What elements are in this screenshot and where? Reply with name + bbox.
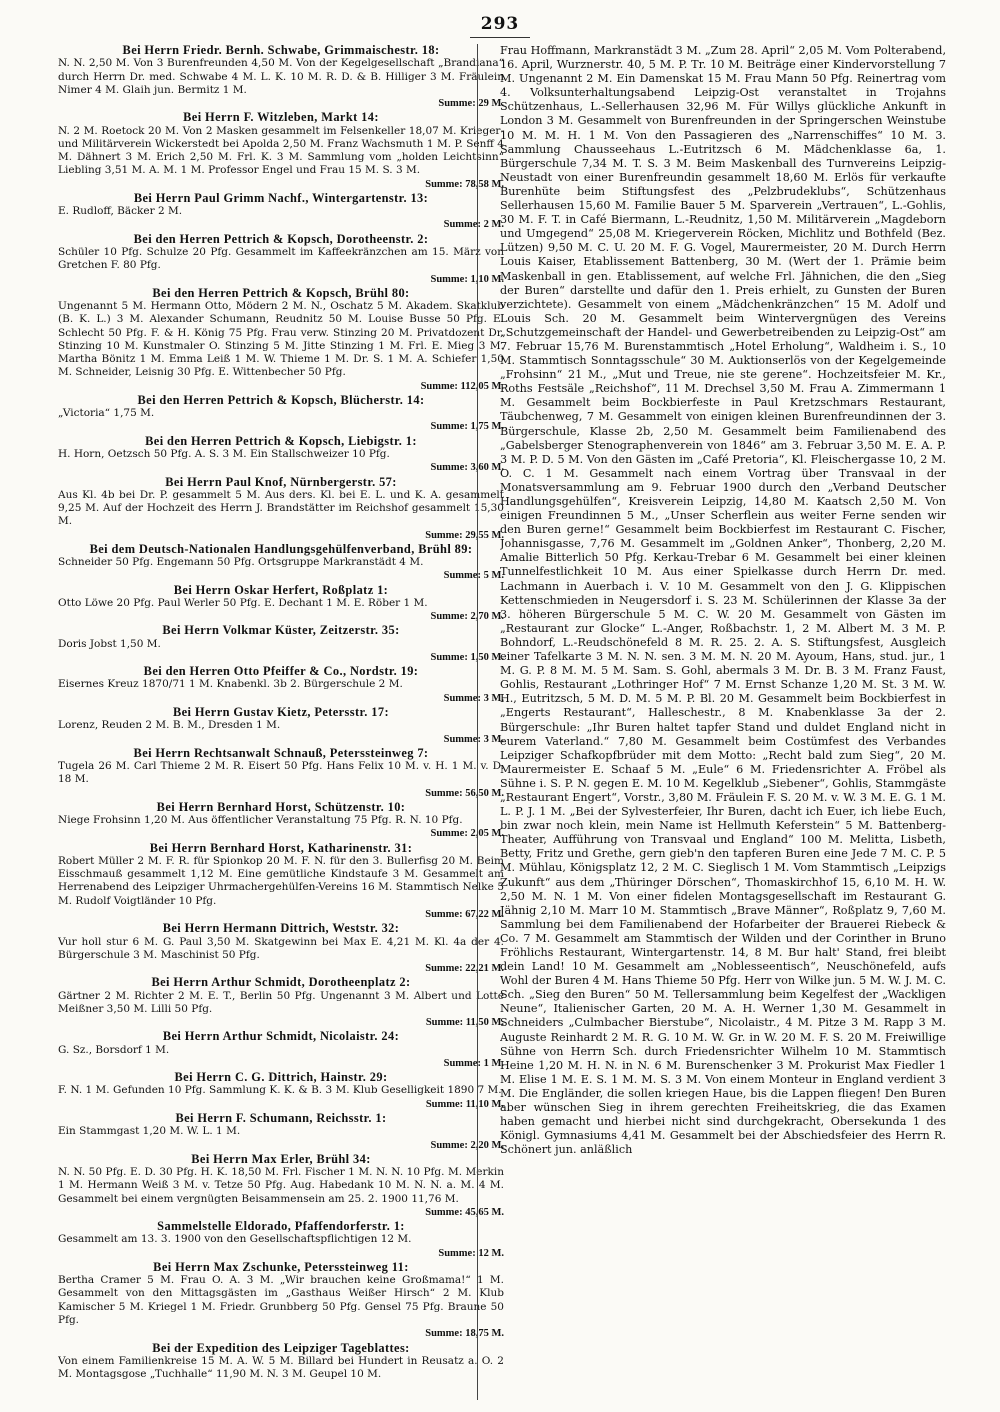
entry-heading: Bei den Herren Pettrich & Kopsch, Liebigstr. 1: [145,433,417,448]
entry-body: E. Rudloff, Bäcker 2 M. [58,205,183,218]
right-column [500,44,946,1400]
entry-total: Summe: 3 M. [443,692,504,704]
donation-entry [58,192,504,232]
entry-body: F. N. 1 M. Gefunden 10 Pfg. Sammlung K. K. & B. 3 M. Klub Geselligkeit 1890 7 M. [58,1084,502,1097]
entry-heading: Bei Herrn Paul Knof, Nürnbergerstr. 57: [165,474,397,489]
entry-heading: Bei Herrn Arthur Schmidt, Nicolaistr. 24: [162,1029,400,1044]
donation-entry [58,44,504,110]
entry-total: Summe: 67,22 M. [425,909,504,920]
entry-heading: Bei Herrn Oskar Herfert, Roßplatz 1: [173,582,389,597]
entry-body: Ungenannt 5 M. Hermann Otto, Mödern 2 M. N., Oschatz 5 M. Akadem. Skatklub (B. K. L.) 3 M. Alexander Schumann, Reudnitz 50 M. Louise Busse 50 Pfg. E. Schlecht 50 Pfg. F. & H. König 75 Pfg. Frau verw. Stinzing 20 M. Privatdozent Dr. Stinzing 10 M. Kunstmaler O. Stinzing 5 M. Jitte Stinzing 1 M. Frl. E. Mieg 3 M. Martha Bönitz 1 M. Emma Leiß 1 M. W. Thieme 1 M. Dr. S. 1 M. A. Schiefer 1,50 M. Schneider, Leisnig 30 Pfg. E. Wittenbecher 50 Pfg. [58,300,504,379]
entry-body: Otto Löwe 20 Pfg. Paul Werler 50 Pfg. E. Dechant 1 M. E. Röber 1 M. [58,596,428,609]
donation-entry [58,543,504,583]
donation-entry [58,1261,504,1341]
donation-entry [58,801,504,841]
donation-entry [58,1112,504,1152]
donation-entry [58,111,504,191]
entry-total: Summe: 1,75 M. [430,421,504,433]
entry-total: Summe: 5 M. [443,570,504,582]
entry-body: N. N. 2,50 M. Von 3 Burenfreunden 4,50 M. Von der Kegelgesellschaft „Brandiana“ durch Herrn Dr. med. Schwabe 4 M. L. K. 10 M. R. D. & B. Hilliger 3 M. Fräulein Nimer 4 M. Glaih jun. Bermitz 1 M. [58,57,504,96]
entry-total: Summe: 18,75 M. [425,1328,504,1340]
donation-entry [58,747,504,800]
donation-entry [58,706,504,746]
entry-heading: Bei der Expedition des Leipziger Tageblattes: [152,1340,410,1355]
donation-entry [58,233,504,286]
entry-heading: Bei Herrn Rechtsanwalt Schnauß, Peterssteinweg 7: [133,745,429,760]
entry-body: Vur holl stur 6 M. G. Paul 3,50 M. Skatgewinn bei Max E. 4,21 M. Kl. 4a der 4. Bürgerschule 3 M. Maschinist 50 Pfg. [58,935,504,961]
donation-entry [58,1071,504,1111]
donation-entry [58,1153,504,1219]
entry-total: Summe: 112,05 M. [420,380,504,392]
entry-heading: Bei den Herren Otto Pfeiffer & Co., Nordstr. 19: [143,664,419,679]
donation-entry [58,287,504,393]
entry-total: Summe: 56,50 M. [425,787,504,799]
entry-body: Bertha Cramer 5 M. Frau O. A. 3 M. „Wir brauchen keine Großmama!“ 1 M. Gesammelt von den Mittagsgästen im „Gasthaus Weißer Hirsch“ 2 M. Klub Kamischer 5 M. Kriegel 1 M. Friedr. Grunbberg 50 Pfg. Gensel 75 Pfg. Braune 50 Pfg. [58,1274,504,1326]
entry-heading: Bei Herrn Gustav Kietz, Petersstr. 17: [172,705,390,720]
entry-heading: Bei Herrn Max Erler, Brühl 34: [191,1151,371,1166]
entry-heading: Bei Herrn C. G. Dittrich, Hainstr. 29: [174,1070,388,1085]
column-divider [477,44,478,1400]
entry-heading: Bei Herrn Hermann Dittrich, Weststr. 32: [162,921,400,936]
entry-total: Summe: 12 M. [438,1247,504,1259]
entry-body: Robert Müller 2 M. F. R. für Spionkop 20 M. F. N. für den 3. Bullerfisg 20 M. Beim Eisschmauß gesammelt 1,12 M. Eine gemütliche Kindstaufe 3 M. Gesammelt am Herrenabend des Leipziger Uhrmachergehülfen-Vereins 16 M. Stammtisch Nelke 5 M. Rudolf Voigtländer 10 Pfg. [58,854,504,907]
entry-total: Summe: 2,70 M. [430,611,504,623]
donation-entry [58,584,504,624]
entry-body: „Victoria“ 1,75 M. [58,407,155,420]
donation-entry [58,624,504,664]
entry-heading: Bei Herrn Bernhard Horst, Schützenstr. 10: [156,799,406,814]
entry-total: Summe: 1,10 M. [430,273,504,285]
entry-body: Schneider 50 Pfg. Engemann 50 Pfg. Ortsgruppe Markranstädt 4 M. [58,556,424,569]
entry-total: Summe: 2,05 M. [430,828,504,840]
entry-heading: Bei Herrn Friedr. Bernh. Schwabe, Grimmaischestr. 18: [122,44,440,57]
entry-body: N. 2 M. Roetock 20 M. Von 2 Masken gesammelt im Felsenkeller 18,07 M. Krieger- und Militärverein Wickerstedt bei Apolda 2,50 M. Franz Wachsmuth 1 M. P. Senff 4 M. Dähnert 3 M. Erich 2,50 M. Frl. K. 3 M. Sammlung vom „holden Leichtsinn“ Liebling 3,51 M. A. M. 1 M. Professor Engel und Frau 15 M. S. 3 M. [58,124,504,177]
entry-body: Gärtner 2 M. Richter 2 M. E. T., Berlin 50 Pfg. Ungenannt 3 M. Albert und Lotte Meißner 3,50 M. Lilli 50 Pfg. [58,989,504,1015]
entry-body: Schüler 10 Pfg. Schulze 20 Pfg. Gesammelt im Kaffeekränzchen am 15. März von Gretchen F. 80 Pfg. [58,245,504,272]
entry-total: Summe: 29,55 M. [425,529,504,541]
entry-body: Ein Stammgast 1,20 M. W. L. 1 M. [58,1125,241,1138]
donation-entry [58,1342,504,1382]
entry-heading: Bei Herrn F. Witzleben, Markt 14: [183,110,379,125]
entry-total: Summe: 1,50 M. [430,651,504,663]
entry-heading: Bei Herrn Max Zschunke, Peterssteinweg 11: [153,1259,409,1274]
entry-heading: Bei den Herren Pettrich & Kopsch, Dorotheenstr. 2: [133,231,429,246]
donation-entry [58,922,504,975]
entry-body: Tugela 26 M. Carl Thieme 2 M. R. Eisert 50 Pfg. Hans Felix 10 M. v. H. 1 M. v. D. 18 M. [58,760,504,786]
donation-entry [58,665,504,705]
page-number: 293 [480,14,520,34]
entry-heading: Bei Herrn Paul Grimm Nachf., Wintergartenstr. 13: [133,190,429,205]
entry-total: Summe: 78,58 M. [425,178,504,190]
donation-entry [58,435,504,475]
entry-total: Summe: 2,20 M. [430,1139,504,1151]
entry-total: Summe: 1 M. [443,1057,504,1069]
entry-total: Summe: 11,50 M. [425,1017,504,1029]
donation-entry [58,1220,504,1260]
entry-total: Summe: 22,21 M. [425,963,504,975]
entry-body: H. Horn, Oetzsch 50 Pfg. A. S. 3 M. Ein Stallschweizer 10 Pfg. [58,447,390,460]
donation-entry [58,842,504,922]
entry-total: Summe: 29 M. [438,98,504,110]
entry-body: Gesammelt am 13. 3. 1900 von den Gesellschaftspflichtigen 12 M. [58,1233,412,1246]
entry-body: G. Sz., Borsdorf 1 M. [58,1043,170,1056]
entry-total: Summe: 2 M. [443,219,504,231]
entry-body: Niege Frohsinn 1,20 M. Aus öffentlicher Veranstaltung 75 Pfg. R. N. 10 Pfg. [58,814,463,827]
entry-heading: Bei den Herren Pettrich & Kopsch, Brühl 80: [152,285,410,300]
entry-body: Aus Kl. 4b bei Dr. P. gesammelt 5 M. Aus ders. Kl. bei E. L. und K. A. gesammelt 9,25 M. Auf der Hochzeit des Herrn J. Brandstätter im Reichshof gesammelt 15,30 M. [58,488,504,528]
donation-entry [58,976,504,1029]
donation-entry [58,394,504,434]
entry-heading: Bei Herrn Bernhard Horst, Katharinenstr. 31: [149,840,413,855]
entry-body: Eisernes Kreuz 1870/71 1 M. Knabenkl. 3b 2. Bürgerschule 2 M. [58,678,403,691]
header-rule [470,37,530,38]
left-column [58,44,504,1400]
entry-heading: Bei dem Deutsch-Nationalen Handlungsgehülfenverband, Brühl 89: [89,541,473,556]
entry-body: N. N. 50 Pfg. E. D. 30 Pfg. H. K. 18,50 M. Frl. Fischer 1 M. N. N. 10 Pfg. M. Merkin 1 M. Hermann Weiß 3 M. v. Tetze 50 Pfg. Aug. Habedank 10 M. N. N. a. M. 4 M. Gesammelt bei einem vergnügten Beisammensein am 25. 2. 1900 11,76 M. [58,1166,504,1205]
entry-body: Doris Jobst 1,50 M. [58,637,161,650]
entry-body: Von einem Familienkreise 15 M. A. W. 5 M. Billard bei Hundert in Reusatz a. O. 2 M. Montagsgose „Tuchhalle“ 11,90 M. N. 3 M. Geupel 10 M. [58,1354,504,1381]
entry-total: Summe: 45,65 M. [425,1206,504,1218]
entry-heading: Sammelstelle Eldorado, Pfaffendorferstr. 1: [157,1219,405,1234]
entry-total: Summe: 3,60 M. [430,462,504,474]
entry-body: Lorenz, Reuden 2 M. B. M., Dresden 1 M. [58,719,281,732]
entry-heading: Bei Herrn F. Schumann, Reichsstr. 1: [175,1110,387,1125]
entry-heading: Bei Herrn Arthur Schmidt, Dorotheenplatz 2: [151,975,411,990]
entry-total: Summe: 3 M. [443,733,504,745]
entry-heading: Bei den Herren Pettrich & Kopsch, Blücherstr. 14: [137,392,425,407]
entry-total: Summe: 11,10 M. [425,1098,504,1110]
entry-heading: Bei Herrn Volkmar Küster, Zeitzerstr. 35: [162,623,400,638]
right-column-text: Frau Hoffmann, Markranstädt 3 M. „Zum 28. April“ 2,05 M. Vom Polterabend, 16. April, Wurznerstr. 40, 5 M. P. Tr. 10 M. Beiträge einer Kindervorstellung 7 M. Ungenannt 2 M. Ein Damenskat 15 M. Frau Mann 50 Pfg. Reinertrag vom 4. Volksunterhaltungsabend Leipzig-Ost veranstaltet in Trojahns Schützenhaus, L.-Sellerhausen 32,96 M. Für Willys glückliche Ankunft in London 3 M. Gesammelt von Burenfreunden in der Springerschen Weinstube 10 M. M. H. 1 M. Von den Passagieren des „Narrenschiffes“ 10 M. 3. Sammlung Chausseehaus L.-Eutritzsch 6 M. Mädchenklasse 6a, 1. Bürgerschule 7,34 M. T. S. 3 M. Beim Maskenball des Turnvereins Leipzig-Neustadt von einer Burenfreundin gesammelt 18,60 M. Erlös für verkaufte Burenhüte beim Stiftungsfest des „Pelzbrudeklubs“, Schützenhaus Sellerhausen 15,60 M. Familie Bauer 5 M. Sparverein „Vertrauen“, L.-Gohlis, 30 M. F. T. in Café Biermann, L.-Reudnitz, 1,50 M. Militärverein „Magdeborn und Umgegend“ 25,08 M. Kriegerverein Röcken, Michlitz und Bothfeld (Bez. Lützen) 9,50 M. C. U. 20 M. F. G. Vogel, Maurermeister, 20 M. Durch Herrn Louis Kaiser, Etablissement Battenberg, 30 M. (Wert der 1. Prämie beim Maskenball in gen. Etablissement, auf welche Frl. Jähnichen, die den „Sieg der Buren“ darstellte und dafür den 1. Preis erhielt, zu Gunsten der Buren verzichtete). Gesammelt von einem „Mädchenkränzchen“ 15 M. Adolf und Louis Sch. 20 M. Gesammelt beim Wintervergnügen des Vereins „Schutzgemeinschaft der Handel- und Gewerbetreibenden zu Leipzig-Ost“ am 7. Februar 15,76 M. Burenstammtisch „Hotel Erholung“, Waldheim i. S., 10 M. Stammtisch Sonntagsschule“ 30 M. Auktionserlös von der Kegelgemeinde „Frohsinn“ 21 M., „Mut und Treue, nie ste gerene“. Hochzeitsfeier M. Kr., Roths Festsäle „Reichshof“, 11 M. Drechsel 3,50 M. Frau A. Zimmermann 1 M. Gesammelt beim Bockbierfeste in Paul Kretzschmars Restaurant, Täubchenweg, 7 M. Gesammelt von einigen kleinen Burenfreundinnen der 3. Bürgerschule, Klasse 2b, 2,50 M. Gesammelt beim Familienabend des „Gabelsberger Stenographenverein von 1846“ am 3. Februar 3,50 M. E. A. P. 3 M. P. D. 5 M. Von den Gästen im „Café Pretoria“, Kl. Fleischergasse 10, 2 M. O. C. 1 M. Gesammelt nach einem Vortrag über Transvaal in der Monatsversammlung am 9. Februar 1900 durch den „Verband Deutscher Handlungsgehülfen“, Kreisverein Leipzig, 14,80 M. Kaatsch 2,50 M. Von einigen Freundinnen 5 M., „Unser Scherflein aus weiter Ferne senden wir den Buren gerne!“ Gesammelt beim Bockbierfest im Restaurant C. Fischer, Johannisgasse, 7,76 M. Gesammelt im „Goldnen Anker“, Thonberg, 2,20 M. Amalie Bitterlich 50 Pfg. Kerkau-Trebar 6 M. Gesammelt bei einer kleinen Tunnelfestlichkeit 10 M. Aus einer Spielkasse durch Herrn Dr. med. Lachmann in Auerbach i. V. 10 M. Gesammelt von den J. G. Klippischen Kettenschmieden in Neugersdorf i. S. 23 M. Schülerinnen der Klasse 3a der 3. höheren Bürgerschule 5 M. C. W. 20 M. Gesammelt von Gästen im „Restaurant zur Glocke“ L.-Anger, Roßbachstr. 1, 2 M. Albert M. 3 M. P. Bohndorf, L.-Reudschönefeld 8 M. R. 25. 2. A. S. Stiftungsfest, Ausgleich einer Tafelkarte 3 M. N. N. sen. 3 M. M. N. 20 M. Ayoum, Hans, stud. jur., 1 M. G. P. 8 M. M. 5 M. Sam. S. Gohl, abermals 3 M. Dr. B. 3 M. Franz Faust, Gohlis, Restaurant „Lothringer Hof“ 7 M. Ernst Schanze 1,20 M. St. 3 M. W. H., Eutritzsch, 5 M. D. M. 5 M. P. Bl. 20 M. Gesammelt beim Bockbierfest in „Engerts Restaurant“, Halleschestr., 8 M. Knabenklasse 3a der 2. Bürgerschule: „Ihr Buren haltet tapfer Stand und duldet England nicht in eurem Vaterland.“ 7,80 M. Gesammelt beim Costümfest des Verbandes Leipziger Schafkopfbrüder mit dem Motto: „Recht bald zum Sieg“, 20 M. Maurermeister E. Schaaf 5 M. „Eule“ 6 M. Friedensrichter A. Fröbel als Sühne i. S. P. N. gegen E. M. 10 M. Kegelklub „Siebener“, Gohlis, Stammgäste „Restaurant Engert“, Vorstr., 3,80 M. Fräulein F. S. 20 M. v. W. 3 M. E. G. 1 M. L. P. J. 1 M. „Bei der Sylvesterfeier, Ihr Buren, dacht ich Euer, ich liebe Euch, bin zwar noch klein, mein Name ist Hellmuth Keferstein“ 5 M. Battenberg-Theater, Aufführung von Transvaal und England“ 100 M. Melitta, Lisbeth, Betty, Fritz und Grethe, gern gieb'n den tapferen Buren eine Jede 7 M. C. P. 5 M. Mühlau, Königsplatz 12, 2 M. C. Sieglisch 1 M. Vom Stammtisch „Leipzigs Zukunft“ aus dem „Thüringer Dörschen“, Thomaskirchhof 15, 6,10 M. H. W. 2,50 M. N. 1 M. Von einer fidelen Montagsgesellschaft im Restaurant G. Jähnig 2,10 M. Marr 10 M. Stammtisch „Brave Männer“, Roßplatz 9, 7,60 M. Sammlung bei dem Familienabend der Hofarbeiter der Brauerei Riebeck & Co. 7 M. Gesammelt am Stammtisch der Wilden und der Corinther in Bruno Fröhlichs Restaurant, Wintergartenstr. 14, 8 M. Bur halt' Stand, frei bleibt dein Land! 10 M. Gesammelt am „Noblesseentisch“, Neuschönefeld, aufs Wohl der Buren 4 M. Hans Thieme 50 Pfg. Herr von Wilke jun. 5 M. W. J. M. C. Sch. „Sieg den Buren“ 50 M. Tellersammlung beim Kegelfest der „Wackligen Neune“, Italienischer Garten, 20 M. A. H. Werner 1,30 M. Gesammelt in Schneiders „Culmbacher Bierstube“, Nicolaistr., 4 M. Pitze 3 M. Rapp 3 M. Auguste Reinhardt 2 M. R. G. 10 M. W. Gr. in W. 20 M. F. S. 20 M. Freiwillige Sühne von Herrn Sch. durch Friedensrichter Wilhelm 10 M. Stammtisch Heine 1,20 M. H. N. in N. 6 M. Burenschenker 3 M. Prokurist Max Fiedler 1 M. Elise 1 M. E. S. 1 M. M. S. 3 M. Von einem Monteur in England verdient 3 M. Die Engländer, die sollen kriegen Haue, bis die Lappen fliegen! Den Buren aber wünschen Sieg in ihrem gerechten Freiheitskrieg, die das Examen haben gemacht und hierbei nicht sind durchgekracht, Obersekunda 1 des Königl. Gymnasiums 4,41 M. Gesammelt bei der Abschiedsfeier des Herrn R. Schönert jun. anläßlich [500,44,946,1157]
donation-entry [58,476,504,542]
donation-entry [58,1030,504,1070]
